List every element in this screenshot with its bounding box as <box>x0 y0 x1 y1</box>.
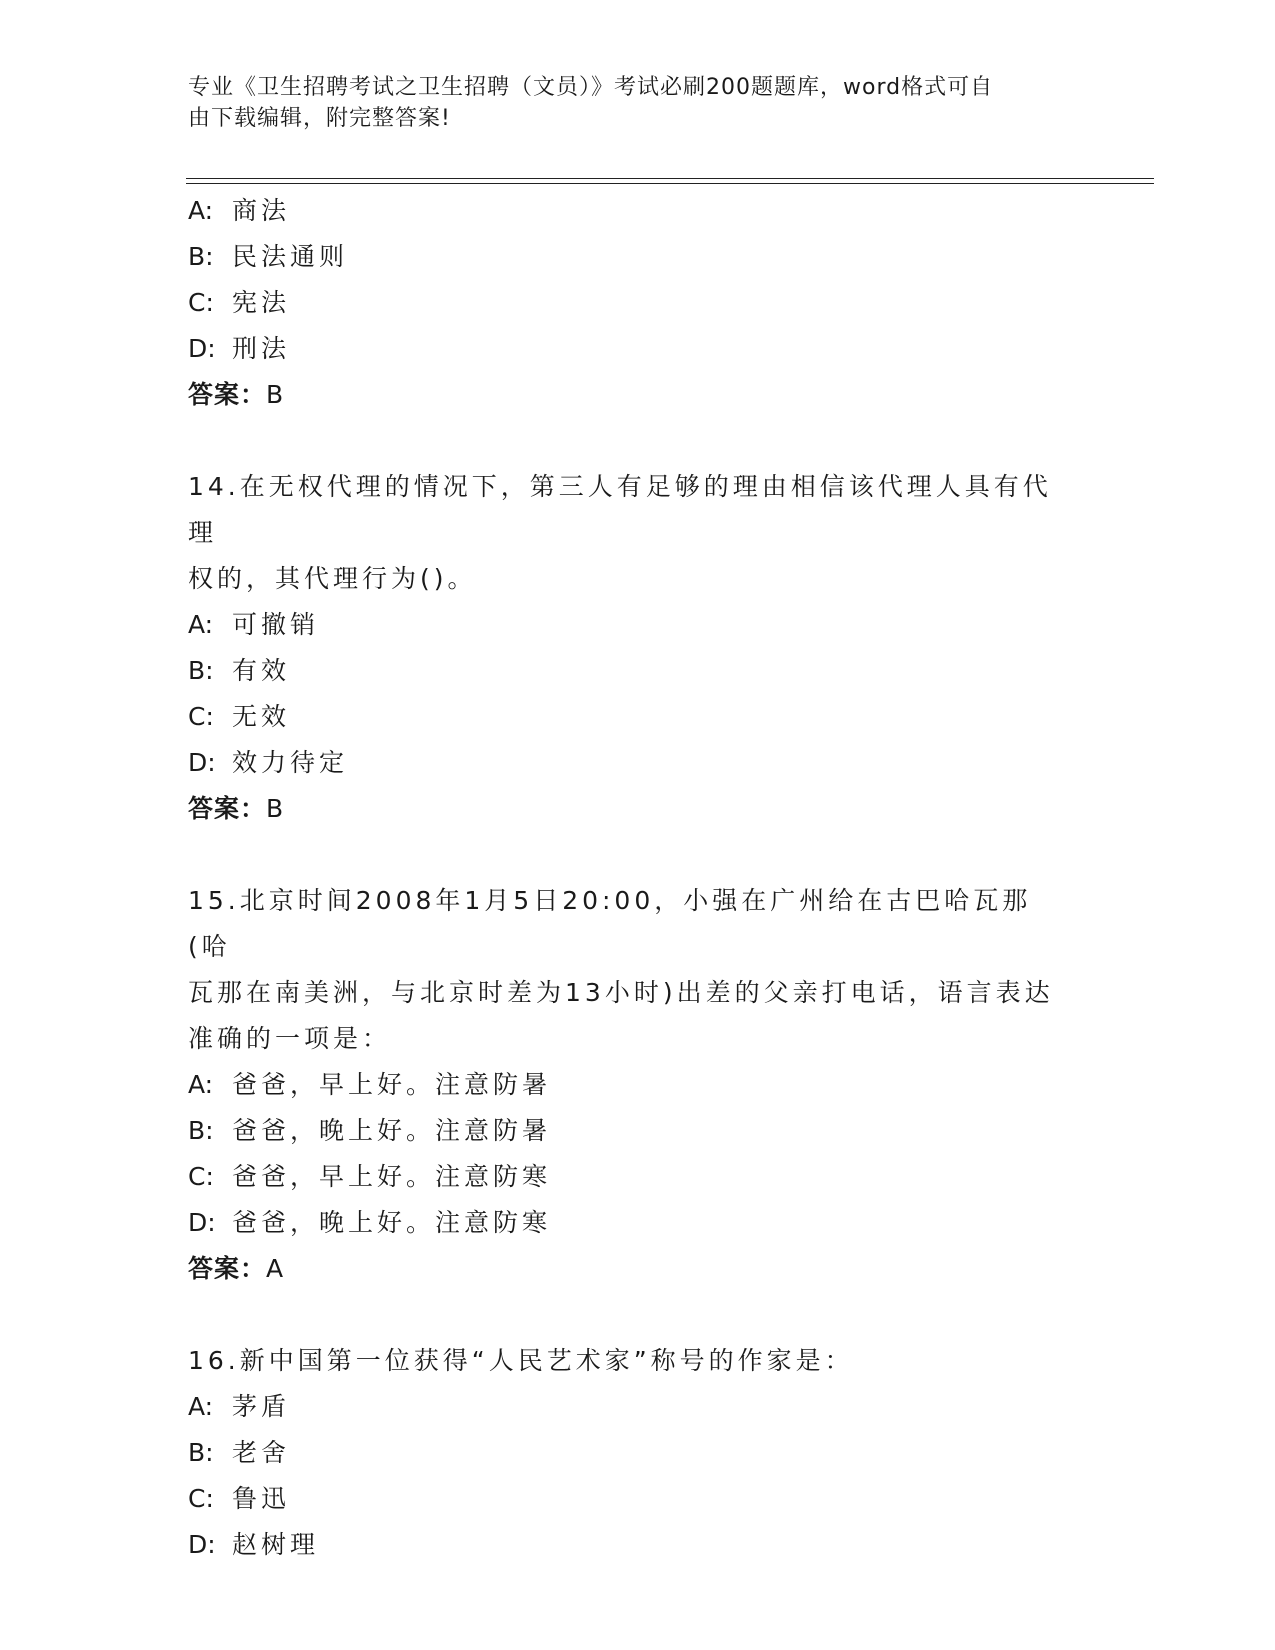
option-text: 可撤销 <box>232 610 320 639</box>
option-c <box>188 1154 1088 1200</box>
option-a <box>188 1062 1088 1108</box>
option-letter: A: <box>188 1070 214 1099</box>
option-text: 爸爸，晚上好。注意防暑 <box>232 1116 552 1145</box>
answer-value: B <box>266 794 285 823</box>
header-divider-top <box>186 178 1154 179</box>
option-b <box>188 1108 1088 1154</box>
option-letter: A: <box>188 610 214 639</box>
option-letter: D: <box>188 334 216 363</box>
option-d <box>188 326 1088 372</box>
option-letter: B: <box>188 1438 214 1467</box>
option-text: 爸爸，晚上好。注意防寒 <box>232 1208 552 1237</box>
option-text: 民法通则 <box>232 242 349 271</box>
stem-line: 16.新中国第一位获得“人民艺术家”称号的作家是： <box>188 1346 854 1375</box>
option-c <box>188 280 1088 326</box>
answer-line <box>188 1246 1088 1292</box>
option-d <box>188 1200 1088 1246</box>
option-text: 商法 <box>232 196 291 225</box>
option-text: 老舍 <box>232 1438 291 1467</box>
answer-label: 答案： <box>188 794 267 823</box>
option-a <box>188 602 1088 648</box>
option-text: 鲁迅 <box>232 1484 291 1513</box>
question-14 <box>188 464 1088 832</box>
option-letter: D: <box>188 748 216 777</box>
question-stem <box>188 878 1068 1062</box>
option-text: 宪法 <box>232 288 291 317</box>
question-16 <box>188 1338 1088 1568</box>
stem-line: 14.在无权代理的情况下，第三人有足够的理由相信该代理人具有代理 <box>188 472 1052 547</box>
option-letter: C: <box>188 288 214 317</box>
question-list <box>188 188 1088 1568</box>
option-b <box>188 234 1088 280</box>
option-letter: D: <box>188 1530 216 1559</box>
stem-line: 准确的一项是： <box>188 1024 392 1053</box>
option-text: 效力待定 <box>232 748 349 777</box>
option-c <box>188 694 1088 740</box>
question-13-continued <box>188 188 1088 418</box>
option-text: 爸爸，早上好。注意防寒 <box>232 1162 552 1191</box>
answer-label: 答案： <box>188 380 267 409</box>
option-letter: C: <box>188 702 214 731</box>
option-a <box>188 188 1088 234</box>
option-b <box>188 1430 1088 1476</box>
option-letter: A: <box>188 196 214 225</box>
option-letter: B: <box>188 242 214 271</box>
answer-line <box>188 786 1088 832</box>
option-letter: B: <box>188 1116 214 1145</box>
document-header <box>188 72 1068 134</box>
option-letter: B: <box>188 656 214 685</box>
answer-line <box>188 372 1088 418</box>
option-letter: D: <box>188 1208 216 1237</box>
stem-line: 权的，其代理行为()。 <box>188 564 477 593</box>
header-divider-bottom <box>186 183 1154 184</box>
question-15 <box>188 878 1088 1292</box>
option-c <box>188 1476 1088 1522</box>
option-text: 爸爸，早上好。注意防暑 <box>232 1070 552 1099</box>
option-text: 有效 <box>232 656 291 685</box>
header-line-2: 由下载编辑，附完整答案! <box>188 106 451 131</box>
option-letter: A: <box>188 1392 214 1421</box>
option-text: 茅盾 <box>232 1392 291 1421</box>
question-stem <box>188 1338 1068 1384</box>
option-text: 刑法 <box>232 334 291 363</box>
header-line-1: 专业《卫生招聘考试之卫生招聘（文员）》考试必刷200题题库，word格式可自 <box>188 75 994 100</box>
option-text: 无效 <box>232 702 291 731</box>
question-stem <box>188 464 1068 602</box>
stem-line: 瓦那在南美洲，与北京时差为13小时)出差的父亲打电话，语言表达 <box>188 978 1054 1007</box>
option-a <box>188 1384 1088 1430</box>
answer-value: B <box>266 380 285 409</box>
answer-value: A <box>266 1254 285 1283</box>
stem-line: 15.北京时间2008年1月5日20:00，小强在广州给在古巴哈瓦那(哈 <box>188 886 1032 961</box>
option-letter: C: <box>188 1162 214 1191</box>
option-d <box>188 740 1088 786</box>
option-d <box>188 1522 1088 1568</box>
option-text: 赵树理 <box>232 1530 320 1559</box>
option-b <box>188 648 1088 694</box>
answer-label: 答案： <box>188 1254 267 1283</box>
option-letter: C: <box>188 1484 214 1513</box>
